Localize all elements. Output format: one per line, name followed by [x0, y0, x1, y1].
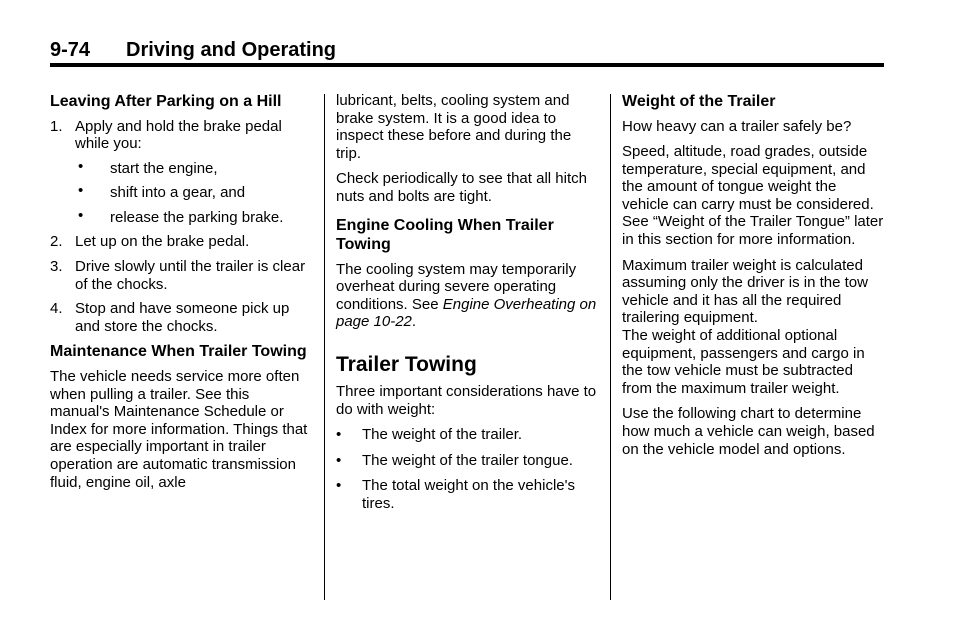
header-text: [50, 38, 884, 62]
major-heading-trailer-towing: Trailer Towing: [336, 352, 477, 376]
step-number: 2.: [50, 233, 63, 251]
bullet-icon: •: [336, 426, 342, 444]
heading-leaving-after-parking: Leaving After Parking on a Hill: [50, 93, 282, 110]
sub-bullet-item: [75, 206, 312, 227]
paragraph-text: The weight of additional optional equipment, passengers and cargo in the tow vehicle must be subtracted from the maximum trailer weight.: [622, 327, 865, 397]
step-number: 1.: [50, 117, 63, 135]
bullet-icon: •: [336, 451, 342, 469]
paragraph: Three important considerations have to do with weight:: [336, 382, 597, 418]
page-number: 9-74: [50, 39, 91, 61]
column-3: [622, 92, 884, 466]
step-text: Let up on the brake pedal.: [75, 233, 250, 251]
bullet-icon: •: [78, 206, 84, 224]
step-item: [50, 233, 312, 251]
step-text: Apply and hold the brake pedal while you:: [75, 117, 282, 153]
paragraph-engine-cooling: [336, 261, 598, 331]
paragraph: lubricant, belts, cooling system and brake system. It is a good idea to inspect these before and during the trip.: [336, 92, 572, 162]
cross-reference: Engine Overheating on page 10-22: [336, 295, 597, 331]
column-divider-1: [324, 94, 325, 600]
bullet-item: [336, 426, 598, 444]
bullet-text: The weight of the trailer.: [362, 426, 523, 444]
heading-engine-cooling: Engine Cooling When Trailer Towing: [336, 216, 554, 254]
step-item: [50, 300, 312, 335]
step-item: [50, 118, 312, 227]
step-item: [50, 258, 312, 293]
weight-bullet-list: [336, 426, 598, 512]
section-title: Driving and Operating: [126, 39, 337, 61]
paragraph: The vehicle needs service more often when pulling a trailer. See this manual's Maintenance Schedule or Index for more information. Things that are especially important in trailer operation are automatic transmission fluid, engine oil, axle: [50, 367, 308, 491]
bullet-text: The total weight on the vehicle's tires.: [362, 477, 575, 512]
sub-bullet-text: release the parking brake.: [110, 208, 284, 226]
paragraph: How heavy can a trailer safely be?: [622, 117, 852, 135]
steps-list: [50, 118, 312, 336]
bullet-item: [336, 477, 598, 512]
step-text: Drive slowly until the trailer is clear of the chocks.: [75, 258, 306, 293]
paragraph: Speed, altitude, road grades, outside temperature, special equipment, and the amount of tongue weight the vehicle can carry must be considered. See “Weight of the Trailer Tongue” later in this section for more information.: [622, 143, 884, 249]
sub-bullet-item: [75, 184, 312, 202]
sub-bullet-text: shift into a gear, and: [110, 184, 246, 202]
column-2: [336, 92, 598, 521]
heading-maintenance: Maintenance When Trailer Towing: [50, 343, 307, 361]
bullet-text: The weight of the trailer tongue.: [362, 451, 573, 469]
sub-bullet-text: start the engine,: [110, 159, 218, 177]
paragraph: Check periodically to see that all hitch nuts and bolts are tight.: [336, 170, 587, 205]
paragraph-text: Maximum trailer weight is calculated assuming only the driver is in the tow vehicle and it has all the required trailering equipment.: [622, 256, 868, 327]
bullet-icon: •: [336, 477, 342, 495]
paragraph: Use the following chart to determine how much a vehicle can weigh, based on the vehicle model and options.: [622, 405, 875, 458]
paragraph-text: The cooling system may temporarily overheat during severe operating conditions. See: [336, 260, 577, 313]
step-text: Stop and have someone pick up and store the chocks.: [75, 300, 290, 335]
bullet-icon: •: [78, 182, 84, 200]
step-number: 4.: [50, 300, 63, 318]
sub-bullet-item: [75, 157, 312, 178]
page-header: [50, 38, 884, 62]
column-1: [50, 92, 312, 499]
step-number: 3.: [50, 258, 63, 276]
sub-bullet-list: [75, 157, 312, 227]
header-rule: [50, 63, 884, 67]
bullet-icon: •: [78, 157, 84, 175]
paragraph: [622, 257, 884, 398]
heading-weight-of-trailer: Weight of the Trailer: [622, 93, 776, 110]
column-divider-2: [610, 94, 611, 600]
bullet-item: [336, 452, 598, 470]
paragraph-end: .: [411, 313, 417, 331]
